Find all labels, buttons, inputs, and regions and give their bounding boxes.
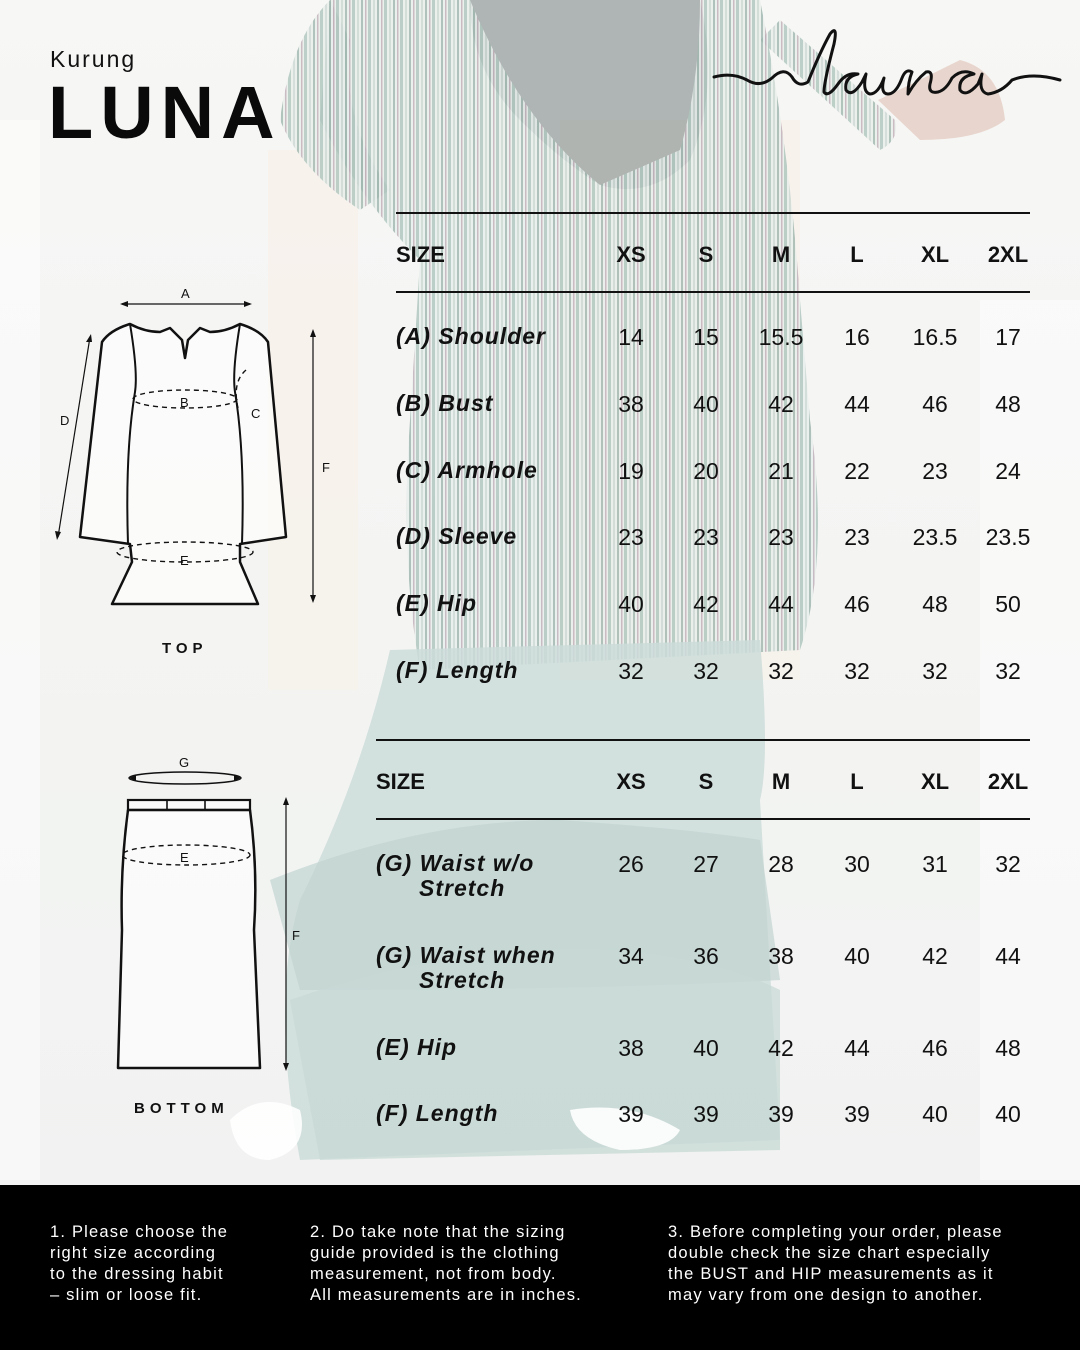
size-value-cell: 22 [844,458,870,484]
size-value-cell: 39 [618,1101,644,1127]
product-category: Kurung [50,46,137,72]
size-value-cell: 48 [995,391,1021,417]
size-value-cell: 40 [922,1101,948,1127]
mark-e: E [180,553,189,568]
size-value-cell: 38 [768,943,794,969]
size-value-cell: 40 [995,1101,1021,1127]
header-l: L [850,769,864,794]
top-caption: TOP [162,640,208,657]
row-label: (B) Bust [396,390,494,416]
size-value-cell: 16 [844,324,870,350]
size-value-cell: 32 [922,658,948,684]
size-value-cell: 44 [768,591,794,617]
size-value-cell: 32 [693,658,719,684]
mark-g: G [179,755,190,770]
note-3: 3. Before completing your order, please double check the size chart especially the BUST and HIP measurements as it may vary from one design to another. [668,1223,1003,1304]
row-label: (C) Armhole [396,457,538,483]
size-value-cell: 19 [618,458,644,484]
mark-a: A [181,286,190,301]
row-label: (D) Sleeve [396,523,518,549]
size-value-cell: 15.5 [758,324,804,350]
size-value-cell: 40 [844,943,870,969]
size-value-cell: 23 [618,524,644,550]
note-1: 1. Please choose the right size according to the dressing habit – slim or loose fit. [50,1223,229,1304]
header-s: S [698,769,714,794]
size-value-cell: 23 [693,524,719,550]
size-value-cell: 28 [768,851,794,877]
row-label: (F) Length [396,657,519,683]
size-value-cell: 32 [844,658,870,684]
header-xs: XS [616,769,646,794]
size-value-cell: 23 [922,458,948,484]
header-m: M [771,769,791,794]
header-s: S [698,242,714,267]
row-label: (G) Waist w/o Stretch [376,850,535,901]
size-value-cell: 44 [844,1035,870,1061]
size-value-cell: 46 [922,1035,948,1061]
size-value-cell: 38 [618,391,644,417]
row-label: (G) Waist when Stretch [376,942,556,993]
mark-e-bottom: E [180,850,189,865]
size-value-cell: 30 [844,851,870,877]
size-value-cell: 42 [922,943,948,969]
size-value-cell: 20 [693,458,719,484]
size-value-cell: 40 [693,1035,719,1061]
header-xl: XL [920,769,950,794]
bottom-caption: BOTTOM [134,1100,229,1117]
size-value-cell: 32 [768,658,794,684]
bottom-garment-diagram [100,750,320,1090]
size-value-cell: 23 [768,524,794,550]
size-value-cell: 42 [768,391,794,417]
size-value-cell: 50 [995,591,1021,617]
header-xs: XS [616,242,646,267]
size-value-cell: 14 [618,324,644,350]
size-value-cell: 46 [844,591,870,617]
row-label: (A) Shoulder [396,323,546,349]
size-value-cell: 48 [995,1035,1021,1061]
header-2xl: 2XL [987,242,1029,267]
mark-b: B [180,395,189,410]
size-value-cell: 38 [618,1035,644,1061]
size-value-cell: 26 [618,851,644,877]
header-m: M [771,242,791,267]
size-value-cell: 39 [768,1101,794,1127]
size-value-cell: 42 [693,591,719,617]
mark-c: C [251,406,261,421]
size-value-cell: 40 [693,391,719,417]
size-value-cell: 23.5 [912,524,958,550]
size-value-cell: 23 [844,524,870,550]
size-value-cell: 44 [844,391,870,417]
note-2: 2. Do take note that the sizing guide provided is the clothing measurement, not from body. All measurements are in inches. [310,1223,582,1304]
size-value-cell: 32 [995,851,1021,877]
size-value-cell: 40 [618,591,644,617]
size-value-cell: 42 [768,1035,794,1061]
top-size-table [396,212,1030,702]
row-label: (E) Hip [396,590,478,616]
row-label: (E) Hip [376,1034,458,1060]
size-value-cell: 48 [922,591,948,617]
size-value-cell: 32 [995,658,1021,684]
size-value-cell: 36 [693,943,719,969]
size-value-cell: 17 [995,324,1021,350]
mark-d: D [60,413,70,428]
top-garment-diagram [50,282,350,622]
size-value-cell: 34 [618,943,644,969]
footer-notes [0,1185,1080,1350]
size-value-cell: 46 [922,391,948,417]
mark-f-bottom: F [292,928,300,943]
size-value-cell: 39 [844,1101,870,1127]
size-value-cell: 27 [693,851,719,877]
header-xl: XL [920,242,950,267]
size-value-cell: 32 [618,658,644,684]
row-label: (F) Length [376,1100,499,1126]
size-value-cell: 44 [995,943,1021,969]
size-value-cell: 31 [922,851,948,877]
size-value-cell: 16.5 [912,324,958,350]
header-size: SIZE [376,769,425,794]
mark-f: F [322,460,330,475]
size-value-cell: 24 [995,458,1021,484]
header-size: SIZE [396,242,445,267]
brand-logo [712,22,1062,112]
bottom-size-table [376,739,1030,1139]
header-l: L [850,242,864,267]
size-value-cell: 15 [693,324,719,350]
size-value-cell: 21 [768,458,794,484]
size-value-cell: 39 [693,1101,719,1127]
header-2xl: 2XL [987,769,1029,794]
product-title: LUNA [48,71,282,154]
size-value-cell: 23.5 [985,524,1031,550]
